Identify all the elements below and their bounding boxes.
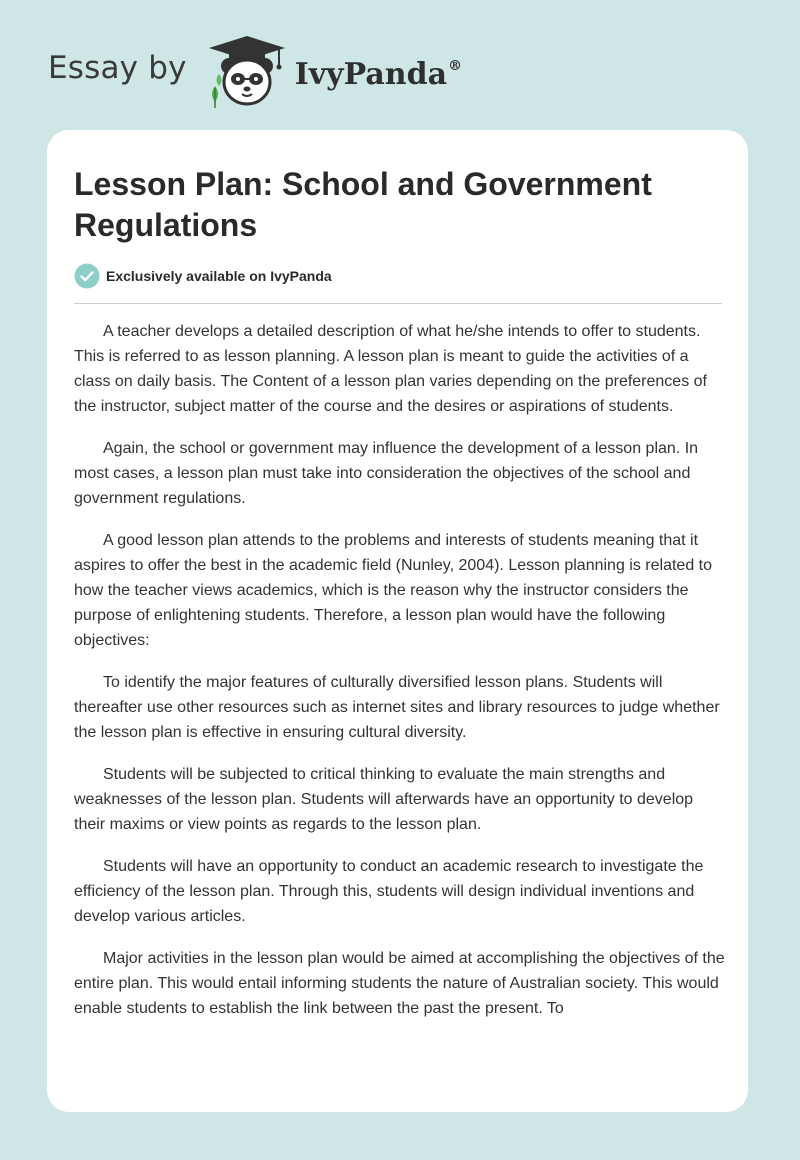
article-body xyxy=(74,319,726,1079)
paragraph: A good lesson plan attends to the problems and interests of students meaning that it aspires to offer the best in the academic field (Nunley, 2004). Lesson planning is related to how the teacher views academics, which is the reason why the instructor considers the purpose of enlightening students. Therefore, a lesson plan would have the following objectives: xyxy=(74,532,713,649)
exclusive-badge-label: Exclusively available on IvyPanda xyxy=(106,268,332,284)
paragraph: Students will have an opportunity to conduct an academic research to investigate the efficiency of the lesson plan. Through this, students will design individual inventions and develop various articles. xyxy=(74,858,704,925)
paragraph: To identify the major features of culturally diversified lesson plans. Students will thereafter use other resources such as internet sites and library resources to judge whether the lesson plan is effective in ensuring cultural diversity. xyxy=(74,674,720,741)
paragraph: A teacher develops a detailed description of what he/she intends to offer to students. This is referred to as lesson planning. A lesson plan is meant to guide the activities of a class on daily basis. The Content of a lesson plan varies depending on the preferences of the instructor, subject matter of the course and the desires or aspirations of students. xyxy=(74,323,707,415)
divider xyxy=(74,303,722,304)
brand-name[interactable] xyxy=(295,57,462,92)
paragraph: Again, the school or government may influence the development of a lesson plan. In most cases, a lesson plan must take into consideration the objectives of the school and government regulations. xyxy=(74,440,699,507)
paragraph: Students will be subjected to critical thinking to evaluate the main strengths and weaknesses of the lesson plan. Students will afterwards have an opportunity to develop their maxims or view points as regards to the lesson plan. xyxy=(74,766,694,833)
site-header xyxy=(48,34,462,110)
page-title: Lesson Plan: School and Government Regulations xyxy=(74,166,652,243)
article-card xyxy=(47,130,748,1112)
paragraph: Major activities in the lesson plan would be aimed at accomplishing the objectives of the entire plan. This would entail informing students the nature of Australian society. This would enable students to establish the link between the past the present. To xyxy=(74,950,725,1017)
exclusive-badge xyxy=(74,263,332,289)
essay-by-label: Essay by xyxy=(48,50,187,86)
brand-text: IvyPanda xyxy=(294,56,448,92)
registered-mark: ® xyxy=(448,57,463,74)
check-circle-icon xyxy=(74,263,100,289)
ivypanda-logo-icon[interactable] xyxy=(205,34,289,110)
